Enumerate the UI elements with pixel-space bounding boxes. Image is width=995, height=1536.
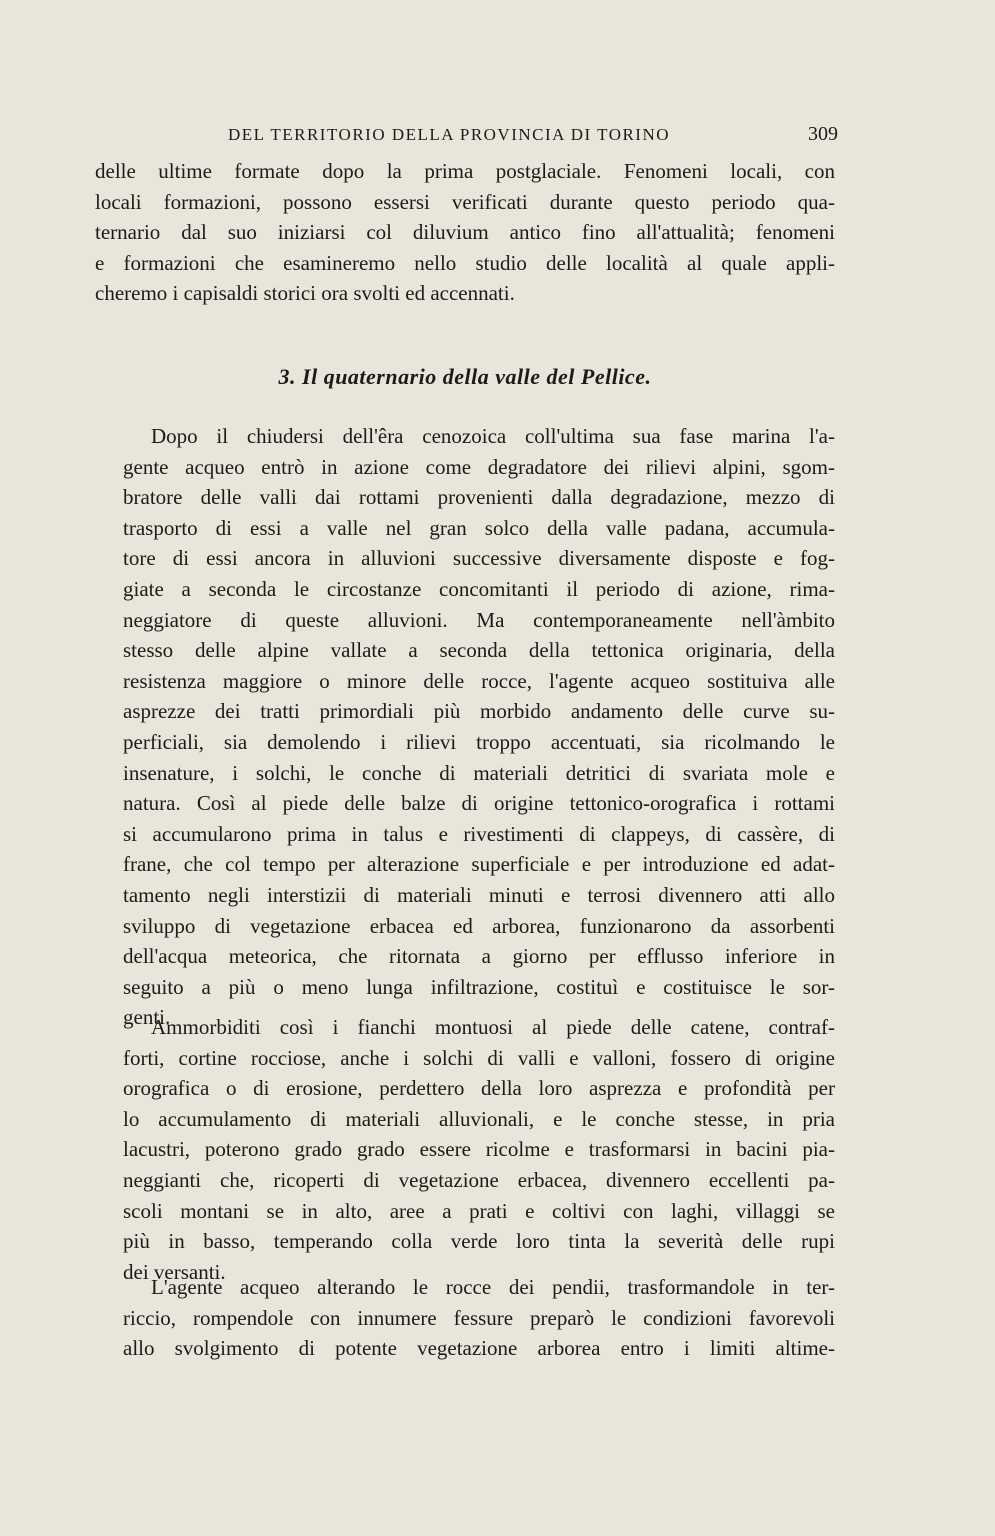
text-line: più in basso, temperando colla verde loro tinta la severità delle rupi xyxy=(123,1229,835,1254)
paragraph-2 xyxy=(95,421,835,1033)
text-line: perficiali, sia demolendo i rilievi troppo accentuati, sia ricolmando le xyxy=(123,729,835,754)
text-line: stesso delle alpine vallate a seconda della tettonica originaria, della xyxy=(123,638,835,663)
text-line: genti. xyxy=(123,1005,171,1030)
text-line: ternario dal suo iniziarsi col diluvium antico fino all'attualità; fenomeni xyxy=(95,220,835,245)
text-line: insenature, i solchi, le conche di materiali detritici di svariata mole e xyxy=(123,760,835,785)
text-line: gente acqueo entrò in azione come degradatore dei rilievi alpini, sgom- xyxy=(123,454,835,479)
text-line: trasporto di essi a valle nel gran solco della valle padana, accumula- xyxy=(123,515,835,540)
text-line: bratore delle valli dai rottami provenienti dalla degradazione, mezzo di xyxy=(123,485,835,510)
text-line: giate a seconda le circostanze concomitanti il periodo di azione, rima- xyxy=(123,576,835,601)
text-line: riccio, rompendole con innumere fessure preparò le condizioni favorevoli xyxy=(123,1305,835,1330)
paragraph-4 xyxy=(95,1272,835,1364)
text-line: Ammorbiditi così i fianchi montuosi al piede delle catene, contraf- xyxy=(151,1015,835,1039)
text-line: lo accumulamento di materiali alluvionali, e le conche stesse, in pria xyxy=(123,1106,835,1131)
paragraph-1 xyxy=(95,156,835,309)
running-head xyxy=(228,125,838,149)
text-line: locali formazioni, possono essersi verificati durante questo periodo qua- xyxy=(95,189,835,214)
text-line: tamento negli interstizii di materiali minuti e terrosi divennero atti allo xyxy=(123,882,835,907)
text-line: dell'acqua meteorica, che ritornata a giorno per efflusso inferiore in xyxy=(123,944,835,969)
paragraph-3 xyxy=(95,1012,835,1287)
text-line: neggianti che, ricoperti di vegetazione erbacea, divennero eccellenti pa- xyxy=(123,1167,835,1192)
section-heading: 3. Il quaternario della valle del Pellice. xyxy=(278,364,652,389)
text-line: Dopo il chiudersi dell'êra cenozoica coll'ultima sua fase marina l'a- xyxy=(151,424,835,448)
text-line: si accumularono prima in talus e rivestimenti di clappeys, di cassère, di xyxy=(123,821,835,846)
text-line: frane, che col tempo per alterazione superficiale e per introduzione ed adat- xyxy=(123,852,835,877)
text-line: dei versanti. xyxy=(123,1259,226,1284)
text-line: orografica o di erosione, perdettero della loro asprezza e profondità per xyxy=(123,1076,835,1101)
text-line: seguito a più o meno lunga infiltrazione, costituì e costituisce le sor- xyxy=(123,974,835,999)
running-title: DEL TERRITORIO DELLA PROVINCIA DI TORINO xyxy=(228,125,671,144)
text-line: e formazioni che esamineremo nello studio delle località al quale appli- xyxy=(95,250,835,275)
text-line: delle ultime formate dopo la prima postglaciale. Fenomeni locali, con xyxy=(95,159,835,183)
text-line: allo svolgimento di potente vegetazione arborea entro i limiti altime- xyxy=(123,1336,835,1361)
text-line: asprezze dei tratti primordiali più morbido andamento delle curve su- xyxy=(123,699,835,724)
text-line: natura. Così al piede delle balze di origine tettonico-orografica i rottami xyxy=(123,791,835,816)
text-line: lacustri, poterono grado grado essere ricolme e trasformarsi in bacini pia- xyxy=(123,1137,835,1162)
text-line: forti, cortine rocciose, anche i solchi di valli e valloni, fossero di origine xyxy=(123,1045,835,1070)
text-line: neggiatore di queste alluvioni. Ma contemporaneamente nell'àmbito xyxy=(123,607,835,632)
text-line: tore di essi ancora in alluvioni successive diversamente disposte e fog- xyxy=(123,546,835,571)
text-line: L'agente acqueo alterando le rocce dei pendii, trasformandole in ter- xyxy=(151,1275,835,1299)
text-line: scoli montani se in alto, aree a prati e coltivi con laghi, villaggi se xyxy=(123,1198,835,1223)
text-line: sviluppo di vegetazione erbacea ed arborea, funzionarono da assorbenti xyxy=(123,913,835,938)
page-number: 309 xyxy=(808,123,838,145)
text-line: cheremo i capisaldi storici ora svolti ed accennati. xyxy=(95,281,515,306)
text-line: resistenza maggiore o minore delle rocce, l'agente acqueo sostituiva alle xyxy=(123,668,835,693)
